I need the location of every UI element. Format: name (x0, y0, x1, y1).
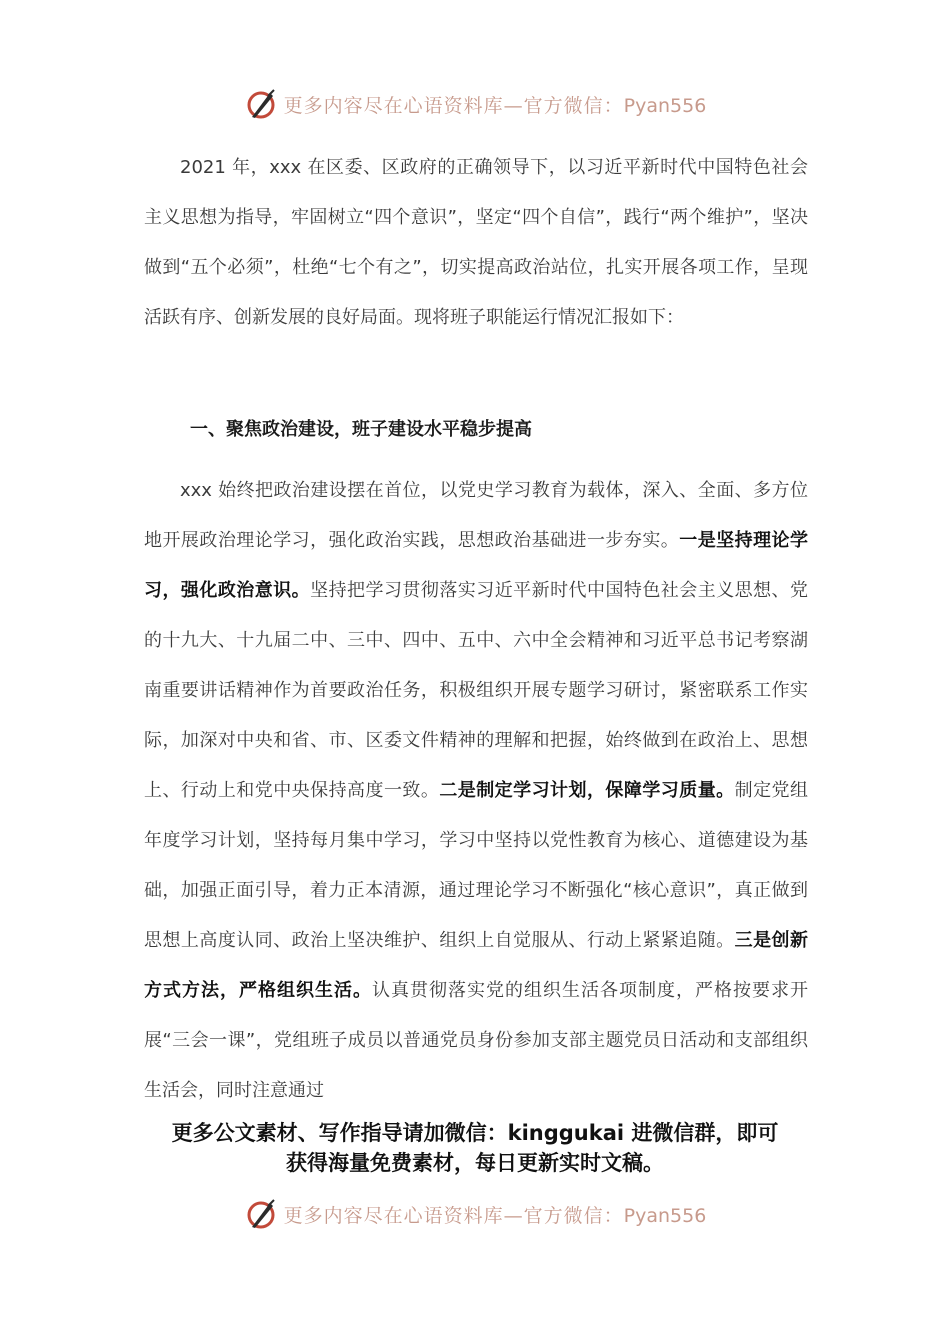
watermark-header (0, 84, 950, 124)
quill-pen-logo-icon (244, 1197, 278, 1231)
point2-text: 制定党组年度学习计划，坚持每月集中学习，学习中坚持以党性教育为核心、道德建设为基础，加强正面引导，着力正本清源，通过理论学习不断强化“核心意识”，真正做到思想上高度认同、政治上坚决维护、组织上自觉服从、行动上紧紧追随。 (144, 780, 808, 951)
promo-line-2: 获得海量免费素材，每日更新实时文稿。 (286, 1151, 664, 1175)
intro-paragraph: 2021 年，xxx 在区委、区政府的正确领导下，以习近平新时代中国特色社会主义思想为指导，牢固树立“四个意识”，坚定“四个自信”，践行“两个维护”，坚决做到“五个必须”，杜绝“七个有之”，切实提高政治站位，扎实开展各项工作，呈现活跃有序、创新发展的良好局面。现将班子职能运行情况汇报如下： (144, 157, 808, 328)
promo-line-1: 更多公文素材、写作指导请加微信：kinggukai 进微信群，即可 (171, 1121, 779, 1145)
section-body (144, 466, 808, 1116)
point3-text: 认真贯彻落实党的组织生活各项制度，严格按要求开展“三会一课”，党组班子成员以普通党员身份参加支部主题党员日活动和支部组织生活会，同时注意通过 (144, 980, 808, 1101)
watermark-footer (0, 1194, 950, 1234)
point1-text: 坚持把学习贯彻落实习近平新时代中国特色社会主义思想、党的十九大、十九届二中、三中、四中、五中、六中全会精神和习近平总书记考察湖南重要讲话精神作为首要政治任务，积极组织开展专题学习研讨，紧密联系工作实际，加深对中央和省、市、区委文件精神的理解和把握，始终做到在政治上、思想上、行动上和党中央保持高度一致。 (144, 580, 809, 801)
watermark-wechat-id: Pyan556 (623, 1204, 707, 1227)
point3-title: 三是创新方式方法，严格组织生活。 (144, 930, 808, 1001)
watermark-wechat-id: Pyan556 (623, 94, 707, 117)
lead-text: xxx 始终把政治建设摆在首位，以党史学习教育为载体，深入、全面、多方位地开展政治理论学习，强化政治实践，思想政治基础进一步夯实。 (144, 480, 808, 551)
watermark-text: 更多内容尽在心语资料库—官方微信：Pyan556 (283, 1204, 707, 1227)
watermark-text: 更多内容尽在心语资料库—官方微信：Pyan556 (283, 94, 707, 117)
section-heading: 一、聚焦政治建设，班子建设水平稳步提高 (190, 419, 532, 440)
point1-title: 一是坚持理论学习，强化政治意识。 (144, 530, 809, 601)
promo-banner (120, 1118, 830, 1178)
point2-title: 二是制定学习计划，保障学习质量。 (439, 780, 735, 801)
section-paragraph (144, 466, 808, 1116)
quill-pen-logo-icon (244, 87, 278, 121)
